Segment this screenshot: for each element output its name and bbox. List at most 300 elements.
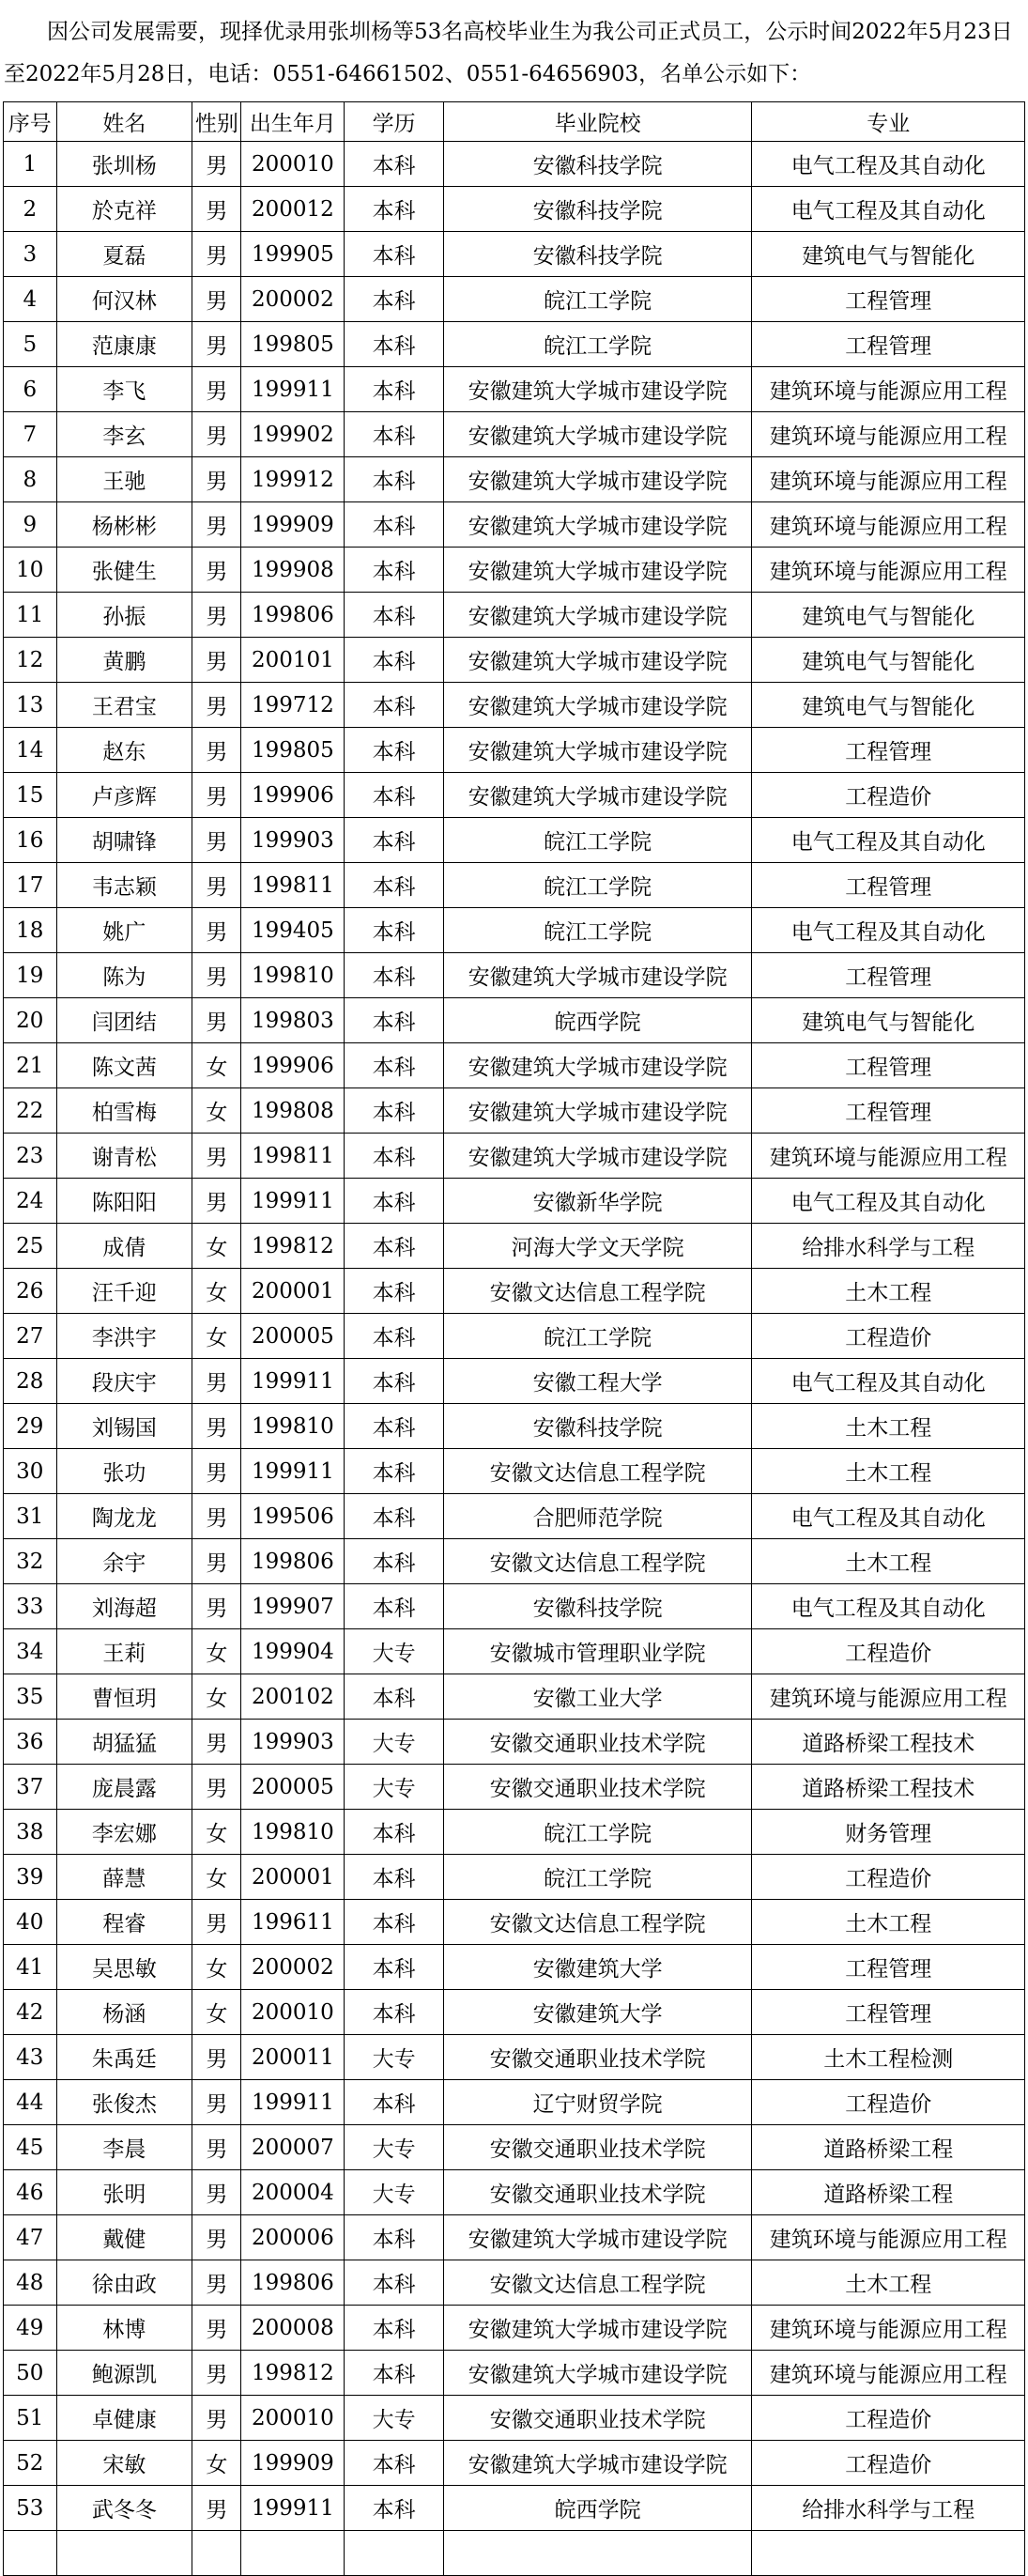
cell-name: 余宇 — [56, 1539, 192, 1584]
cell-no: 27 — [4, 1314, 57, 1359]
cell-name: 李飞 — [56, 367, 192, 412]
cell-birth: 199903 — [241, 818, 345, 863]
cell-name: 张俊杰 — [56, 2080, 192, 2125]
cell-birth: 199911 — [241, 1179, 345, 1224]
cell-major: 建筑电气与智能化 — [752, 593, 1025, 638]
table-row — [4, 593, 1025, 638]
cell-birth: 199902 — [241, 412, 345, 457]
cell-birth: 200101 — [241, 638, 345, 683]
cell-name: 闫团结 — [56, 998, 192, 1043]
cell-school: 安徽文达信息工程学院 — [443, 2260, 752, 2306]
cell-no: 24 — [4, 1179, 57, 1224]
cell-school: 安徽科技学院 — [443, 1584, 752, 1629]
cell-gender: 男 — [192, 2351, 241, 2396]
cell-name: 胡啸锋 — [56, 818, 192, 863]
cell-degree: 本科 — [345, 863, 444, 908]
cell-major: 工程造价 — [752, 1629, 1025, 1674]
cell-degree: 本科 — [345, 998, 444, 1043]
cell-name: 王莉 — [56, 1629, 192, 1674]
cell-gender: 女 — [192, 1990, 241, 2035]
cell-gender: 女 — [192, 1629, 241, 1674]
cell-gender: 男 — [192, 1404, 241, 1449]
cell-major: 建筑环境与能源应用工程 — [752, 1134, 1025, 1179]
cell-gender: 女 — [192, 1810, 241, 1855]
cell-gender: 男 — [192, 548, 241, 593]
cell-birth: 200001 — [241, 1269, 345, 1314]
cell-name: 夏磊 — [56, 232, 192, 277]
cell-school: 安徽建筑大学城市建设学院 — [443, 1043, 752, 1088]
cell-name: 武冬冬 — [56, 2486, 192, 2531]
cell-major: 工程管理 — [752, 1945, 1025, 1990]
cell-birth: 199906 — [241, 1043, 345, 1088]
cell-degree: 本科 — [345, 1810, 444, 1855]
cell-name: 谢青松 — [56, 1134, 192, 1179]
cell-school: 安徽建筑大学城市建设学院 — [443, 1088, 752, 1134]
cell-major: 电气工程及其自动化 — [752, 142, 1025, 187]
cell-gender: 男 — [192, 593, 241, 638]
cell-birth: 199811 — [241, 1134, 345, 1179]
cell-name: 杨彬彬 — [56, 502, 192, 548]
cell-no: 33 — [4, 1584, 57, 1629]
cell-degree: 本科 — [345, 773, 444, 818]
table-row — [4, 1314, 1025, 1359]
cell-gender: 男 — [192, 2080, 241, 2125]
cell-birth: 200002 — [241, 1945, 345, 1990]
cell-school: 安徽建筑大学城市建设学院 — [443, 412, 752, 457]
cell-name: 黄鹏 — [56, 638, 192, 683]
cell-no: 16 — [4, 818, 57, 863]
cell-no: 29 — [4, 1404, 57, 1449]
table-row — [4, 1224, 1025, 1269]
cell-birth: 199806 — [241, 593, 345, 638]
table-row — [4, 367, 1025, 412]
table-row — [4, 1269, 1025, 1314]
cell-school: 安徽工业大学 — [443, 1674, 752, 1720]
cell-birth: 199810 — [241, 953, 345, 998]
cell-no: 52 — [4, 2441, 57, 2486]
cell-degree: 本科 — [345, 683, 444, 728]
cell-name: 徐由政 — [56, 2260, 192, 2306]
cell-degree: 本科 — [345, 2486, 444, 2531]
cell-major: 电气工程及其自动化 — [752, 1584, 1025, 1629]
cell-birth: 199810 — [241, 1404, 345, 1449]
cell-no: 4 — [4, 277, 57, 322]
cell-degree: 本科 — [345, 548, 444, 593]
table-row — [4, 953, 1025, 998]
cell-name: 陶龙龙 — [56, 1494, 192, 1539]
cell-name: 赵东 — [56, 728, 192, 773]
cell-no: 35 — [4, 1674, 57, 1720]
cell-name: 韦志颖 — [56, 863, 192, 908]
cell-no: 43 — [4, 2035, 57, 2080]
table-row — [4, 2306, 1025, 2351]
cell-major: 建筑环境与能源应用工程 — [752, 412, 1025, 457]
table-row — [4, 1765, 1025, 1810]
cell-school: 皖江工学院 — [443, 1810, 752, 1855]
cell-gender: 女 — [192, 1269, 241, 1314]
cell-gender: 男 — [192, 1494, 241, 1539]
cell-major: 电气工程及其自动化 — [752, 1494, 1025, 1539]
cell-name: 李宏娜 — [56, 1810, 192, 1855]
cell-degree: 本科 — [345, 1043, 444, 1088]
table-row — [4, 863, 1025, 908]
cell-birth: 200010 — [241, 142, 345, 187]
cell-name: 王君宝 — [56, 683, 192, 728]
cell-gender: 男 — [192, 502, 241, 548]
cell-no: 17 — [4, 863, 57, 908]
cell-no: 49 — [4, 2306, 57, 2351]
cell-school: 安徽建筑大学城市建设学院 — [443, 683, 752, 728]
cell-school: 安徽建筑大学城市建设学院 — [443, 502, 752, 548]
cell-no: 36 — [4, 1720, 57, 1765]
cell-birth: 199405 — [241, 908, 345, 953]
cell-birth: 199906 — [241, 773, 345, 818]
cell-name: 薛慧 — [56, 1855, 192, 1900]
cell-gender: 男 — [192, 1900, 241, 1945]
cell-birth — [241, 2531, 345, 2576]
table-row — [4, 1134, 1025, 1179]
cell-degree: 本科 — [345, 1404, 444, 1449]
cell-no: 37 — [4, 1765, 57, 1810]
cell-major: 工程造价 — [752, 2080, 1025, 2125]
cell-no: 25 — [4, 1224, 57, 1269]
cell-school: 安徽建筑大学 — [443, 1990, 752, 2035]
cell-degree: 大专 — [345, 2125, 444, 2170]
cell-no: 45 — [4, 2125, 57, 2170]
cell-birth: 199904 — [241, 1629, 345, 1674]
table-row — [4, 2215, 1025, 2260]
table-row — [4, 2396, 1025, 2441]
notice-text: 因公司发展需要，现择优录用张圳杨等53名高校毕业生为我公司正式员工，公示时间2022年5月23日至2022年5月28日，电话：0551-64661502、0551-64656903，名单公示如下： — [4, 20, 1013, 86]
cell-name: 卓健康 — [56, 2396, 192, 2441]
cell-degree: 本科 — [345, 322, 444, 367]
cell-major: 工程造价 — [752, 1855, 1025, 1900]
cell-degree: 本科 — [345, 2260, 444, 2306]
cell-major: 建筑电气与智能化 — [752, 232, 1025, 277]
cell-degree: 本科 — [345, 1674, 444, 1720]
table-row — [4, 1043, 1025, 1088]
cell-major: 道路桥梁工程技术 — [752, 1765, 1025, 1810]
cell-degree: 本科 — [345, 1359, 444, 1404]
table-row — [4, 1945, 1025, 1990]
cell-school: 安徽建筑大学城市建设学院 — [443, 2441, 752, 2486]
cell-degree: 大专 — [345, 1765, 444, 1810]
cell-degree: 本科 — [345, 2080, 444, 2125]
cell-birth: 200012 — [241, 187, 345, 232]
cell-gender: 女 — [192, 1945, 241, 1990]
cell-no: 46 — [4, 2170, 57, 2215]
table-row — [4, 2125, 1025, 2170]
cell-degree: 本科 — [345, 1314, 444, 1359]
cell-major: 土木工程 — [752, 1449, 1025, 1494]
cell-no: 26 — [4, 1269, 57, 1314]
cell-birth: 199909 — [241, 502, 345, 548]
cell-major: 财务管理 — [752, 1810, 1025, 1855]
cell-birth: 199811 — [241, 863, 345, 908]
cell-birth: 200011 — [241, 2035, 345, 2080]
cell-degree: 本科 — [345, 232, 444, 277]
cell-major: 建筑环境与能源应用工程 — [752, 2306, 1025, 2351]
cell-school: 安徽交通职业技术学院 — [443, 1765, 752, 1810]
cell-gender: 男 — [192, 2170, 241, 2215]
cell-gender: 男 — [192, 367, 241, 412]
cell-school: 辽宁财贸学院 — [443, 2080, 752, 2125]
cell-degree: 本科 — [345, 818, 444, 863]
cell-name: 林博 — [56, 2306, 192, 2351]
cell-major: 土木工程 — [752, 2260, 1025, 2306]
cell-degree: 本科 — [345, 1269, 444, 1314]
table-row — [4, 2170, 1025, 2215]
cell-gender: 男 — [192, 457, 241, 502]
cell-name: 何汉林 — [56, 277, 192, 322]
cell-major: 工程造价 — [752, 1314, 1025, 1359]
cell-school: 安徽建筑大学 — [443, 1945, 752, 1990]
cell-gender: 男 — [192, 2486, 241, 2531]
table-row — [4, 1720, 1025, 1765]
candidates-table — [3, 101, 1025, 2576]
cell-gender: 女 — [192, 1855, 241, 1900]
cell-degree: 本科 — [345, 728, 444, 773]
cell-school: 安徽建筑大学城市建设学院 — [443, 367, 752, 412]
cell-name: 吴思敏 — [56, 1945, 192, 1990]
cell-name: 陈为 — [56, 953, 192, 998]
table-row — [4, 2486, 1025, 2531]
cell-birth: 199909 — [241, 2441, 345, 2486]
cell-school: 皖江工学院 — [443, 1855, 752, 1900]
cell-name: 孙振 — [56, 593, 192, 638]
table-row — [4, 187, 1025, 232]
cell-gender: 男 — [192, 1359, 241, 1404]
cell-birth: 200006 — [241, 2215, 345, 2260]
cell-degree: 本科 — [345, 412, 444, 457]
column-header-gender: 性别 — [192, 102, 241, 142]
cell-degree: 本科 — [345, 1224, 444, 1269]
cell-birth: 200007 — [241, 2125, 345, 2170]
cell-major — [752, 2531, 1025, 2576]
cell-no: 51 — [4, 2396, 57, 2441]
cell-school: 安徽科技学院 — [443, 1404, 752, 1449]
cell-school: 安徽建筑大学城市建设学院 — [443, 638, 752, 683]
cell-birth: 199911 — [241, 1359, 345, 1404]
cell-birth: 199908 — [241, 548, 345, 593]
cell-name: 朱禹廷 — [56, 2035, 192, 2080]
cell-school: 安徽科技学院 — [443, 187, 752, 232]
cell-no: 15 — [4, 773, 57, 818]
cell-school: 皖江工学院 — [443, 277, 752, 322]
cell-birth: 199805 — [241, 322, 345, 367]
cell-degree: 本科 — [345, 1900, 444, 1945]
table-row — [4, 548, 1025, 593]
cell-major: 道路桥梁工程技术 — [752, 1720, 1025, 1765]
column-header-major: 专业 — [752, 102, 1025, 142]
cell-birth: 200001 — [241, 1855, 345, 1900]
cell-birth: 199808 — [241, 1088, 345, 1134]
cell-gender: 男 — [192, 773, 241, 818]
cell-no: 30 — [4, 1449, 57, 1494]
cell-name: 杨涵 — [56, 1990, 192, 2035]
cell-name: 李洪宇 — [56, 1314, 192, 1359]
table-row — [4, 1539, 1025, 1584]
cell-gender: 男 — [192, 1765, 241, 1810]
cell-gender: 男 — [192, 277, 241, 322]
table-row — [4, 2260, 1025, 2306]
cell-school: 安徽工程大学 — [443, 1359, 752, 1404]
cell-birth: 199810 — [241, 1810, 345, 1855]
cell-birth: 199911 — [241, 2080, 345, 2125]
table-row — [4, 818, 1025, 863]
cell-major: 工程管理 — [752, 1088, 1025, 1134]
cell-degree: 大专 — [345, 2035, 444, 2080]
cell-major: 电气工程及其自动化 — [752, 908, 1025, 953]
cell-school: 安徽新华学院 — [443, 1179, 752, 1224]
cell-gender — [192, 2531, 241, 2576]
cell-school: 安徽交通职业技术学院 — [443, 1720, 752, 1765]
cell-gender: 女 — [192, 1224, 241, 1269]
table-row — [4, 277, 1025, 322]
cell-name: 李玄 — [56, 412, 192, 457]
cell-degree: 本科 — [345, 2306, 444, 2351]
cell-major: 给排水科学与工程 — [752, 1224, 1025, 1269]
cell-major: 工程管理 — [752, 1043, 1025, 1088]
table-row — [4, 457, 1025, 502]
cell-no: 18 — [4, 908, 57, 953]
cell-major: 工程管理 — [752, 728, 1025, 773]
cell-degree: 本科 — [345, 1945, 444, 1990]
cell-gender: 男 — [192, 232, 241, 277]
cell-birth: 200008 — [241, 2306, 345, 2351]
cell-degree: 大专 — [345, 1720, 444, 1765]
cell-name: 张圳杨 — [56, 142, 192, 187]
cell-birth: 199911 — [241, 2486, 345, 2531]
cell-school: 安徽建筑大学城市建设学院 — [443, 457, 752, 502]
cell-no: 3 — [4, 232, 57, 277]
cell-gender: 女 — [192, 2441, 241, 2486]
cell-no: 22 — [4, 1088, 57, 1134]
cell-birth: 199912 — [241, 457, 345, 502]
cell-major: 工程造价 — [752, 2441, 1025, 2486]
column-header-no: 序号 — [4, 102, 57, 142]
cell-name: 庞晨露 — [56, 1765, 192, 1810]
table-row — [4, 1855, 1025, 1900]
cell-major: 工程管理 — [752, 953, 1025, 998]
cell-birth: 200002 — [241, 277, 345, 322]
cell-degree: 本科 — [345, 1539, 444, 1584]
cell-birth: 199611 — [241, 1900, 345, 1945]
cell-gender: 男 — [192, 953, 241, 998]
cell-school: 皖西学院 — [443, 2486, 752, 2531]
cell-major: 土木工程 — [752, 1404, 1025, 1449]
table-row — [4, 142, 1025, 187]
cell-name: 张明 — [56, 2170, 192, 2215]
cell-major: 电气工程及其自动化 — [752, 818, 1025, 863]
cell-no: 34 — [4, 1629, 57, 1674]
cell-major: 给排水科学与工程 — [752, 2486, 1025, 2531]
cell-degree: 本科 — [345, 277, 444, 322]
cell-major: 建筑环境与能源应用工程 — [752, 502, 1025, 548]
table-row — [4, 683, 1025, 728]
cell-birth: 200010 — [241, 2396, 345, 2441]
cell-degree: 本科 — [345, 593, 444, 638]
cell-gender: 男 — [192, 1720, 241, 1765]
table-row — [4, 1674, 1025, 1720]
cell-degree: 本科 — [345, 638, 444, 683]
cell-name: 段庆宇 — [56, 1359, 192, 1404]
table-row — [4, 1088, 1025, 1134]
cell-school: 皖西学院 — [443, 998, 752, 1043]
cell-major: 土木工程 — [752, 1269, 1025, 1314]
cell-gender: 男 — [192, 322, 241, 367]
cell-birth: 199803 — [241, 998, 345, 1043]
cell-no: 20 — [4, 998, 57, 1043]
cell-degree: 本科 — [345, 502, 444, 548]
table-row — [4, 1494, 1025, 1539]
cell-birth: 199812 — [241, 2351, 345, 2396]
cell-name: 陈文茜 — [56, 1043, 192, 1088]
cell-no: 19 — [4, 953, 57, 998]
cell-school: 安徽建筑大学城市建设学院 — [443, 2306, 752, 2351]
cell-major: 电气工程及其自动化 — [752, 1359, 1025, 1404]
cell-gender: 男 — [192, 2215, 241, 2260]
table-row — [4, 412, 1025, 457]
cell-gender: 男 — [192, 1539, 241, 1584]
cell-birth: 199903 — [241, 1720, 345, 1765]
table-row — [4, 1900, 1025, 1945]
cell-degree: 本科 — [345, 187, 444, 232]
cell-gender: 男 — [192, 683, 241, 728]
cell-gender: 女 — [192, 1088, 241, 1134]
table-row — [4, 1990, 1025, 2035]
header-row — [4, 102, 1025, 142]
cell-birth: 199812 — [241, 1224, 345, 1269]
cell-school: 安徽建筑大学城市建设学院 — [443, 593, 752, 638]
table-row — [4, 773, 1025, 818]
cell-school: 皖江工学院 — [443, 908, 752, 953]
cell-gender: 男 — [192, 1179, 241, 1224]
cell-name: 卢彦辉 — [56, 773, 192, 818]
cell-no: 42 — [4, 1990, 57, 2035]
cell-no: 41 — [4, 1945, 57, 1990]
table-row — [4, 728, 1025, 773]
table-row — [4, 1449, 1025, 1494]
cell-degree: 本科 — [345, 457, 444, 502]
table-row — [4, 1179, 1025, 1224]
cell-degree: 本科 — [345, 1179, 444, 1224]
cell-school: 河海大学文天学院 — [443, 1224, 752, 1269]
cell-major: 建筑环境与能源应用工程 — [752, 367, 1025, 412]
cell-school: 安徽交通职业技术学院 — [443, 2170, 752, 2215]
cell-major: 电气工程及其自动化 — [752, 1179, 1025, 1224]
cell-gender: 女 — [192, 1314, 241, 1359]
cell-name: 程睿 — [56, 1900, 192, 1945]
cell-major: 工程管理 — [752, 1990, 1025, 2035]
cell-degree: 本科 — [345, 1584, 444, 1629]
cell-major: 土木工程 — [752, 1900, 1025, 1945]
cell-birth: 200005 — [241, 1765, 345, 1810]
cell-no: 12 — [4, 638, 57, 683]
cell-birth: 199911 — [241, 1449, 345, 1494]
cell-gender: 男 — [192, 638, 241, 683]
table-row — [4, 502, 1025, 548]
cell-school: 皖江工学院 — [443, 322, 752, 367]
cell-school: 安徽建筑大学城市建设学院 — [443, 2215, 752, 2260]
table-body — [4, 142, 1025, 2576]
cell-major: 建筑环境与能源应用工程 — [752, 457, 1025, 502]
cell-no: 7 — [4, 412, 57, 457]
cell-no: 47 — [4, 2215, 57, 2260]
cell-name: 鲍源凯 — [56, 2351, 192, 2396]
cell-school: 安徽建筑大学城市建设学院 — [443, 728, 752, 773]
table-row — [4, 2441, 1025, 2486]
